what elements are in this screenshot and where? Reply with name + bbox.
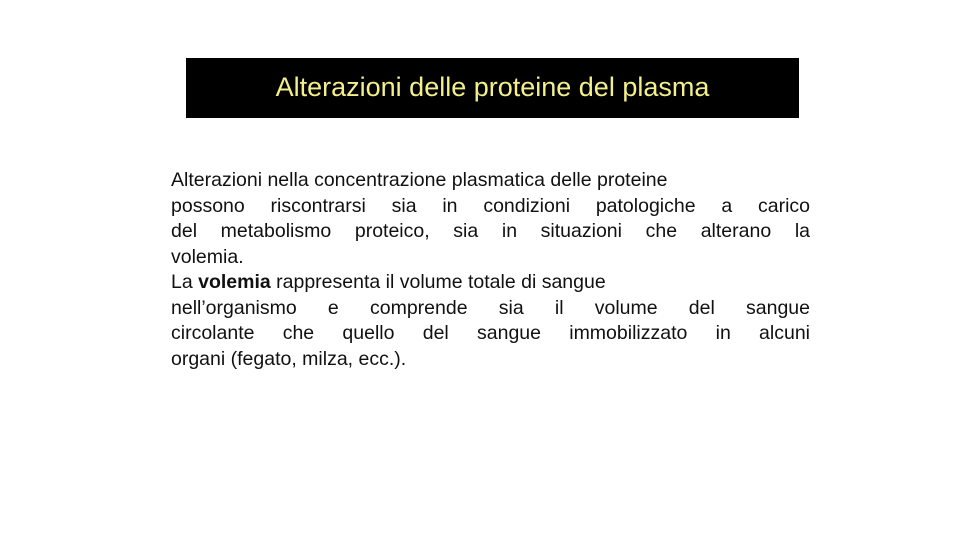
paragraph-2-suffix: rappresenta il volume totale di sangue bbox=[270, 271, 606, 293]
paragraph-1-line-2: possono riscontrarsi sia in condizioni patologiche a carico bbox=[171, 194, 810, 217]
paragraph-1 bbox=[171, 168, 810, 270]
volemia-term: volemia bbox=[198, 271, 271, 293]
slide-title: Alterazioni delle proteine del plasma bbox=[275, 71, 710, 102]
paragraph-2-line-1 bbox=[171, 270, 810, 296]
paragraph-2-prefix: La bbox=[171, 271, 199, 293]
paragraph-2-line-4: organi (fegato, milza, ecc.). bbox=[171, 347, 407, 370]
paragraph-1-line-4: volemia. bbox=[171, 245, 244, 268]
paragraph-2-line-2: nell’organismo e comprende sia il volume del sangue bbox=[171, 296, 810, 319]
paragraph-1-line-3: del metabolismo proteico, sia in situazioni che alterano la bbox=[171, 220, 810, 242]
title-box bbox=[186, 58, 799, 118]
paragraph-2-line-3: circolante che quello del sangue immobilizzato in alcuni bbox=[171, 322, 810, 344]
paragraph-2 bbox=[171, 270, 810, 372]
body-text bbox=[171, 168, 810, 372]
paragraph-1-line-1: Alterazioni nella concentrazione plasmatica delle proteine bbox=[171, 169, 668, 191]
